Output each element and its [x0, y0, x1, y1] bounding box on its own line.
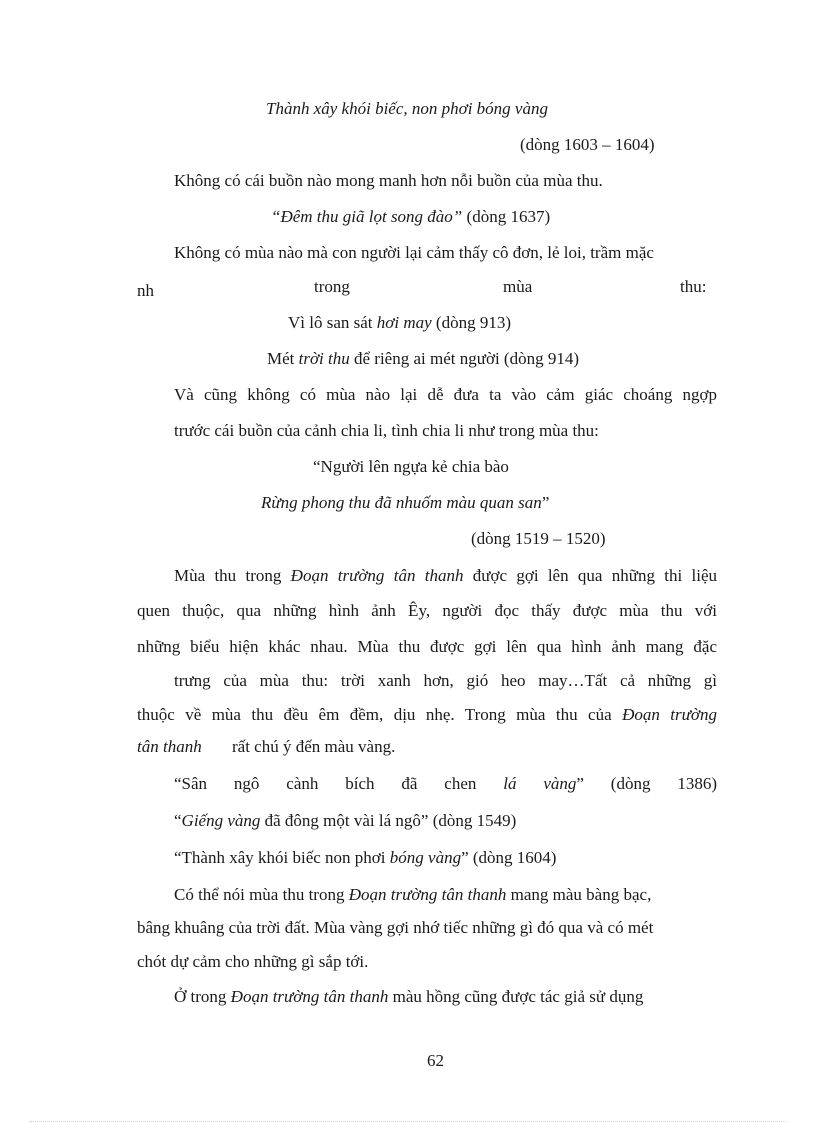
quote-line: “Sân ngô cành bích đã chen lá vàng” (dòng 1386) [174, 774, 717, 793]
body-line: bâng khuâng của trời đất. Mùa vàng gợi nhớ tiếc những gì đó qua và có mét [137, 918, 654, 937]
verse-reference: (dòng 1603 – 1604) [520, 135, 655, 154]
verse-line: Vì lô san sát hơi may (dòng 913) [288, 313, 511, 332]
page-bottom-divider [30, 1121, 786, 1122]
body-line-fragment: trong [314, 277, 350, 296]
body-line-fragment: tân thanh [137, 737, 202, 756]
body-line: trưng của mùa thu: trời xanh hơn, gió heo may…Tất cả những gì [174, 671, 717, 690]
body-line: Ở trong Đoạn trường tân thanh màu hồng cũng được tác giả sử dụng [174, 987, 644, 1006]
body-line-fragment: rất chú ý đến màu vàng. [232, 737, 396, 756]
body-line: Không có mùa nào mà con người lại cảm thấy cô đơn, lẻ loi, trầm mặc [174, 243, 654, 262]
body-line: trước cái buồn của cảnh chia li, tình chia li như trong mùa thu: [174, 421, 599, 440]
body-line: quen thuộc, qua những hình ảnh Êy, người đọc thấy được mùa thu với [137, 601, 717, 620]
body-line: những biểu hiện khác nhau. Mùa thu được gợi lên qua hình ảnh mang đặc [137, 637, 717, 656]
body-line: Và cũng không có mùa nào lại dễ đưa ta vào cảm giác choáng ngợp [174, 385, 717, 404]
verse-reference: (dòng 1519 – 1520) [471, 529, 606, 548]
body-line: Mùa thu trong Đoạn trường tân thanh được gợi lên qua những thi liệu [174, 566, 717, 585]
page-number: 62 [427, 1051, 444, 1070]
quote-line: “Giếng vàng đã đông một vài lá ngô” (dòng 1549) [174, 811, 517, 830]
body-line: Không có cái buồn nào mong manh hơn nỗi buồn của mùa thu. [174, 171, 603, 190]
quote-line: “Thành xây khói biếc non phơi bóng vàng” (dòng 1604) [174, 848, 557, 867]
body-line-fragment: mùa [503, 277, 533, 296]
verse-line: Rừng phong thu đã nhuốm màu quan san” [261, 493, 550, 512]
body-line-fragment: thu: [680, 277, 707, 296]
quote-line: “Đêm thu giã lọt song đào” (dòng 1637) [271, 207, 551, 226]
body-line: chót dự cảm cho những gì sắp tới. [137, 952, 369, 971]
verse-line: “Người lên ngựa kẻ chia bào [313, 457, 509, 476]
verse-line: Mét trời thu để riêng ai mét người (dòng 914) [267, 349, 579, 368]
verse-line: Thành xây khói biếc, non phơi bóng vàng [266, 99, 548, 118]
body-line-fragment: nh [137, 281, 154, 300]
body-line: thuộc về mùa thu đều êm đềm, dịu nhẹ. Trong mùa thu của Đoạn trường [137, 705, 717, 724]
body-line: Có thể nói mùa thu trong Đoạn trường tân thanh mang màu bàng bạc, [174, 885, 652, 904]
